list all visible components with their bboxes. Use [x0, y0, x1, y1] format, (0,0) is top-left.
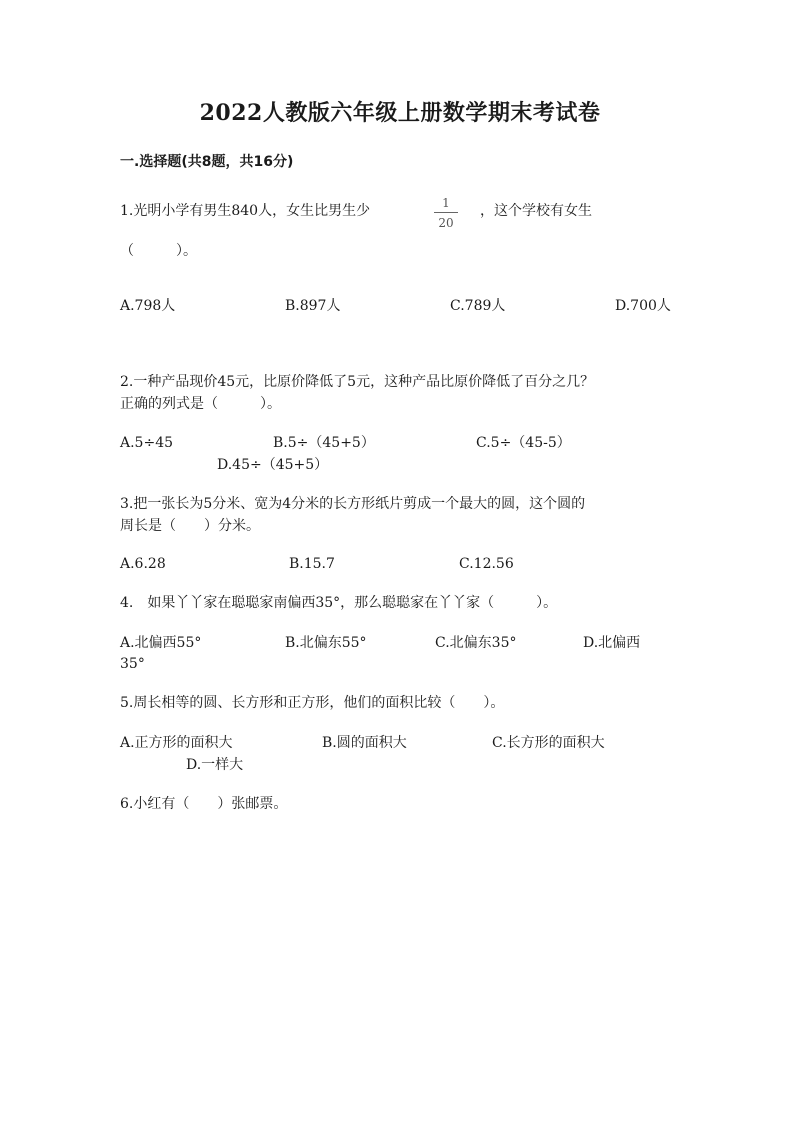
question-5-option-a: A.正方形的面积大 — [120, 735, 233, 751]
question-5-line-1: 5.周长相等的圆、长方形和正方形，他们的面积比较（ ）。 — [120, 695, 505, 711]
question-2-option-c: C.5÷（45-5） — [476, 435, 571, 451]
fraction-bar — [434, 212, 458, 213]
section-heading: 一.选择题(共8题，共16分) — [120, 154, 294, 170]
question-1-option-d: D.700人 — [615, 298, 671, 314]
question-3-option-b: B.15.7 — [289, 556, 335, 572]
question-1-text-c: （ ）。 — [120, 243, 197, 259]
page-title: 2022人教版六年级上册数学期末考试卷 — [199, 100, 601, 126]
question-1-option-c: C.789人 — [450, 298, 506, 314]
question-4-option-c: C.北偏东35° — [435, 635, 517, 651]
question-5-option-d: D.一样大 — [186, 757, 244, 773]
question-1-text-a: 1.光明小学有男生840人，女生比男生少 — [120, 203, 371, 219]
question-4-option-b: B.北偏东55° — [285, 635, 367, 651]
question-1-option-a: A.798人 — [120, 298, 176, 314]
question-3-option-a: A.6.28 — [120, 556, 166, 572]
question-3-line-2: 周长是（ ）分米。 — [120, 518, 260, 534]
question-5-option-b: B.圆的面积大 — [322, 735, 407, 751]
question-1-text-b: ，这个学校有女生 — [480, 203, 592, 219]
question-4-line-1: 4. 如果丫丫家在聪聪家南偏西35°，那么聪聪家在丫丫家（ ）。 — [120, 595, 558, 611]
question-4-option-a: A.北偏西55° — [120, 635, 202, 651]
question-3-line-1: 3.把一张长为5分米、宽为4分米的长方形纸片剪成一个最大的圆，这个圆的 — [120, 496, 586, 512]
question-4-option-d-continued: 35° — [120, 656, 145, 672]
question-2-line-2: 正确的列式是（ ）。 — [120, 396, 281, 412]
question-1-fraction — [434, 196, 458, 230]
question-2-option-b: B.5÷（45+5） — [273, 435, 375, 451]
question-1-option-b: B.897人 — [285, 298, 341, 314]
question-2-option-d: D.45÷（45+5） — [217, 457, 329, 473]
fraction-denominator: 20 — [438, 216, 454, 230]
question-6-line-1: 6.小红有（ ）张邮票。 — [120, 796, 288, 812]
question-4-option-d: D.北偏西 — [583, 635, 641, 651]
question-2-line-1: 2.一种产品现价45元，比原价降低了5元，这种产品比原价降低了百分之几？ — [120, 374, 595, 390]
fraction-numerator: 1 — [442, 196, 450, 210]
question-3-option-c: C.12.56 — [459, 556, 514, 572]
question-2-option-a: A.5÷45 — [120, 435, 174, 451]
question-5-option-c: C.长方形的面积大 — [492, 735, 605, 751]
